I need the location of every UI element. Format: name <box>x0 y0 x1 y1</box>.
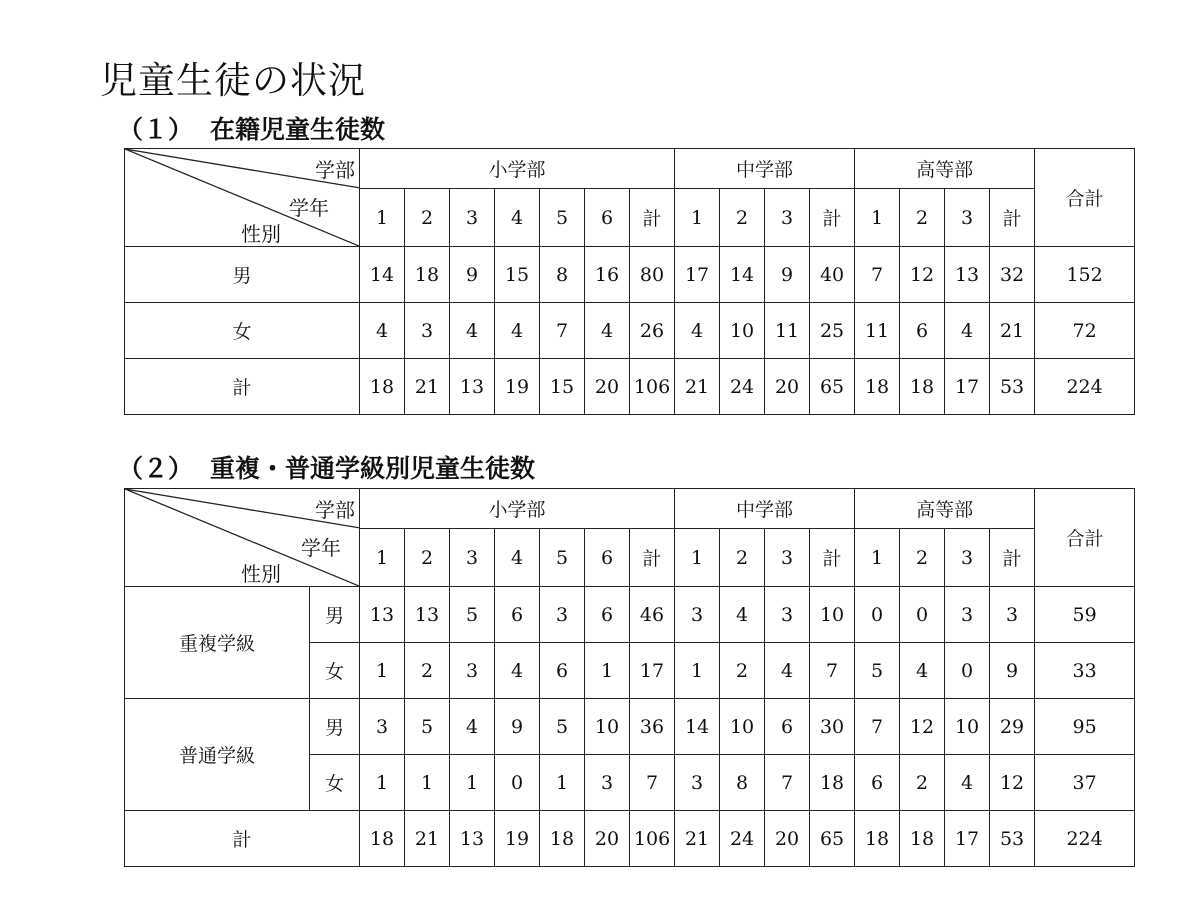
header-seibetsu: 性別 <box>241 562 281 586</box>
value-cell: 4 <box>495 303 540 359</box>
value-cell: 2 <box>405 643 450 699</box>
value-cell: 19 <box>495 359 540 415</box>
value-cell: 95 <box>1035 699 1135 755</box>
value-cell: 3 <box>405 303 450 359</box>
header-seibetsu: 性別 <box>241 222 281 246</box>
value-cell: 21 <box>675 811 720 867</box>
value-cell: 40 <box>810 247 855 303</box>
grade-subtotal-cell: 計 <box>810 529 855 587</box>
value-cell: 5 <box>450 587 495 643</box>
value-cell: 80 <box>630 247 675 303</box>
value-cell: 4 <box>585 303 630 359</box>
value-cell: 6 <box>900 303 945 359</box>
value-cell: 10 <box>810 587 855 643</box>
value-cell: 14 <box>720 247 765 303</box>
grade-subtotal-cell: 計 <box>990 189 1035 247</box>
division-elementary: 小学部 <box>360 149 675 189</box>
class-group-label: 普通学級 <box>125 699 310 811</box>
value-cell: 13 <box>945 247 990 303</box>
section-1-label: 在籍児童生徒数 <box>210 115 386 144</box>
value-cell: 72 <box>1035 303 1135 359</box>
value-cell: 3 <box>585 755 630 811</box>
value-cell: 7 <box>765 755 810 811</box>
value-cell: 65 <box>810 811 855 867</box>
value-cell: 0 <box>855 587 900 643</box>
sex-label: 男 <box>310 699 360 755</box>
value-cell: 4 <box>900 643 945 699</box>
value-cell: 1 <box>675 643 720 699</box>
header-total: 合計 <box>1035 149 1135 247</box>
value-cell: 20 <box>585 359 630 415</box>
grade-subtotal-cell: 計 <box>810 189 855 247</box>
value-cell: 1 <box>585 643 630 699</box>
grade-cell: 6 <box>585 529 630 587</box>
value-cell: 6 <box>585 587 630 643</box>
value-cell: 6 <box>540 643 585 699</box>
value-cell: 18 <box>405 247 450 303</box>
section-2-label: 重複・普通学級別児童生徒数 <box>210 454 536 483</box>
table-row <box>125 247 1135 303</box>
grade-cell: 1 <box>855 189 900 247</box>
grade-cell: 3 <box>945 529 990 587</box>
grade-subtotal-cell: 計 <box>630 529 675 587</box>
header-gakubu: 学部 <box>315 498 355 522</box>
value-cell: 18 <box>900 359 945 415</box>
sex-label: 男 <box>310 587 360 643</box>
value-cell: 4 <box>675 303 720 359</box>
value-cell: 14 <box>360 247 405 303</box>
value-cell: 1 <box>360 755 405 811</box>
grade-subtotal-cell: 計 <box>990 529 1035 587</box>
table-row <box>125 699 1135 755</box>
value-cell: 65 <box>810 359 855 415</box>
grade-cell: 5 <box>540 529 585 587</box>
value-cell: 13 <box>360 587 405 643</box>
header-total: 合計 <box>1035 489 1135 587</box>
value-cell: 12 <box>900 699 945 755</box>
grade-cell: 1 <box>675 189 720 247</box>
value-cell: 18 <box>360 359 405 415</box>
value-cell: 16 <box>585 247 630 303</box>
section-1-number: （１） <box>118 115 194 144</box>
value-cell: 7 <box>630 755 675 811</box>
grade-cell: 3 <box>765 189 810 247</box>
grade-cell: 1 <box>675 529 720 587</box>
value-cell: 12 <box>990 755 1035 811</box>
value-cell: 1 <box>540 755 585 811</box>
value-cell: 5 <box>405 699 450 755</box>
value-cell: 13 <box>450 359 495 415</box>
page-title: 児童生徒の状況 <box>100 59 366 102</box>
grade-cell: 1 <box>360 189 405 247</box>
value-cell: 33 <box>1035 643 1135 699</box>
value-cell: 6 <box>495 587 540 643</box>
header-gakubu: 学部 <box>315 158 355 182</box>
value-cell: 4 <box>945 755 990 811</box>
value-cell: 4 <box>495 643 540 699</box>
value-cell: 106 <box>630 359 675 415</box>
value-cell: 2 <box>720 643 765 699</box>
value-cell: 10 <box>945 699 990 755</box>
value-cell: 11 <box>765 303 810 359</box>
value-cell: 9 <box>495 699 540 755</box>
value-cell: 7 <box>540 303 585 359</box>
grade-cell: 6 <box>585 189 630 247</box>
division-middle: 中学部 <box>675 489 855 529</box>
table-row <box>125 359 1135 415</box>
value-cell: 17 <box>945 811 990 867</box>
sex-label: 女 <box>310 643 360 699</box>
value-cell: 3 <box>675 755 720 811</box>
value-cell: 18 <box>855 811 900 867</box>
value-cell: 3 <box>675 587 720 643</box>
value-cell: 6 <box>855 755 900 811</box>
value-cell: 1 <box>405 755 450 811</box>
value-cell: 14 <box>675 699 720 755</box>
grade-cell: 3 <box>450 529 495 587</box>
value-cell: 20 <box>585 811 630 867</box>
value-cell: 4 <box>450 303 495 359</box>
value-cell: 224 <box>1035 359 1135 415</box>
division-middle: 中学部 <box>675 149 855 189</box>
value-cell: 0 <box>945 643 990 699</box>
value-cell: 11 <box>855 303 900 359</box>
grade-cell: 2 <box>900 189 945 247</box>
grade-cell: 2 <box>720 189 765 247</box>
value-cell: 4 <box>945 303 990 359</box>
value-cell: 9 <box>450 247 495 303</box>
value-cell: 32 <box>990 247 1035 303</box>
value-cell: 4 <box>360 303 405 359</box>
value-cell: 24 <box>720 811 765 867</box>
value-cell: 7 <box>855 247 900 303</box>
grade-subtotal-cell: 計 <box>630 189 675 247</box>
grade-cell: 1 <box>855 529 900 587</box>
value-cell: 20 <box>765 359 810 415</box>
value-cell: 4 <box>765 643 810 699</box>
grade-cell: 3 <box>945 189 990 247</box>
value-cell: 18 <box>810 755 855 811</box>
value-cell: 6 <box>765 699 810 755</box>
grade-cell: 2 <box>720 529 765 587</box>
value-cell: 3 <box>765 587 810 643</box>
value-cell: 25 <box>810 303 855 359</box>
value-cell: 37 <box>1035 755 1135 811</box>
grade-cell: 2 <box>405 189 450 247</box>
value-cell: 1 <box>450 755 495 811</box>
value-cell: 21 <box>405 359 450 415</box>
value-cell: 152 <box>1035 247 1135 303</box>
value-cell: 29 <box>990 699 1035 755</box>
value-cell: 9 <box>765 247 810 303</box>
value-cell: 46 <box>630 587 675 643</box>
value-cell: 4 <box>450 699 495 755</box>
value-cell: 3 <box>450 643 495 699</box>
class-group-label: 重複学級 <box>125 587 310 699</box>
header-gakunen: 学年 <box>301 536 341 560</box>
value-cell: 9 <box>990 643 1035 699</box>
value-cell: 4 <box>720 587 765 643</box>
table-row <box>125 303 1135 359</box>
sex-label: 女 <box>310 755 360 811</box>
grade-cell: 3 <box>765 529 810 587</box>
value-cell: 21 <box>675 359 720 415</box>
section-2-number: （２） <box>118 454 194 483</box>
value-cell: 0 <box>900 587 945 643</box>
section-1-title <box>118 114 385 146</box>
value-cell: 7 <box>810 643 855 699</box>
total-row <box>125 811 1135 867</box>
grade-cell: 3 <box>450 189 495 247</box>
value-cell: 10 <box>720 303 765 359</box>
value-cell: 13 <box>405 587 450 643</box>
value-cell: 30 <box>810 699 855 755</box>
value-cell: 7 <box>855 699 900 755</box>
value-cell: 21 <box>405 811 450 867</box>
value-cell: 3 <box>360 699 405 755</box>
value-cell: 20 <box>765 811 810 867</box>
value-cell: 3 <box>990 587 1035 643</box>
value-cell: 24 <box>720 359 765 415</box>
value-cell: 21 <box>990 303 1035 359</box>
value-cell: 53 <box>990 811 1035 867</box>
value-cell: 59 <box>1035 587 1135 643</box>
value-cell: 18 <box>900 811 945 867</box>
division-high: 高等部 <box>855 149 1035 189</box>
enrollment-table <box>124 148 1135 415</box>
value-cell: 12 <box>900 247 945 303</box>
section-2-title <box>118 453 535 485</box>
value-cell: 15 <box>495 247 540 303</box>
value-cell: 106 <box>630 811 675 867</box>
value-cell: 17 <box>945 359 990 415</box>
value-cell: 10 <box>720 699 765 755</box>
row-label: 計 <box>125 811 360 867</box>
value-cell: 2 <box>900 755 945 811</box>
value-cell: 36 <box>630 699 675 755</box>
grade-cell: 2 <box>405 529 450 587</box>
row-label: 男 <box>125 247 360 303</box>
value-cell: 1 <box>360 643 405 699</box>
grade-cell: 4 <box>495 529 540 587</box>
table-row <box>125 587 1135 643</box>
row-label: 計 <box>125 359 360 415</box>
header-gakunen: 学年 <box>289 196 329 220</box>
value-cell: 8 <box>720 755 765 811</box>
value-cell: 5 <box>855 643 900 699</box>
row-label: 女 <box>125 303 360 359</box>
value-cell: 17 <box>675 247 720 303</box>
value-cell: 19 <box>495 811 540 867</box>
value-cell: 18 <box>360 811 405 867</box>
value-cell: 3 <box>540 587 585 643</box>
value-cell: 5 <box>540 699 585 755</box>
value-cell: 17 <box>630 643 675 699</box>
value-cell: 13 <box>450 811 495 867</box>
grade-cell: 2 <box>900 529 945 587</box>
diagonal-header-cell <box>125 149 360 247</box>
grade-cell: 4 <box>495 189 540 247</box>
division-high: 高等部 <box>855 489 1035 529</box>
value-cell: 18 <box>855 359 900 415</box>
class-type-table <box>124 488 1135 867</box>
value-cell: 8 <box>540 247 585 303</box>
grade-cell: 1 <box>360 529 405 587</box>
value-cell: 3 <box>945 587 990 643</box>
value-cell: 53 <box>990 359 1035 415</box>
value-cell: 10 <box>585 699 630 755</box>
value-cell: 224 <box>1035 811 1135 867</box>
value-cell: 18 <box>540 811 585 867</box>
grade-cell: 5 <box>540 189 585 247</box>
value-cell: 15 <box>540 359 585 415</box>
value-cell: 26 <box>630 303 675 359</box>
division-elementary: 小学部 <box>360 489 675 529</box>
value-cell: 0 <box>495 755 540 811</box>
diagonal-header-cell <box>125 489 360 587</box>
